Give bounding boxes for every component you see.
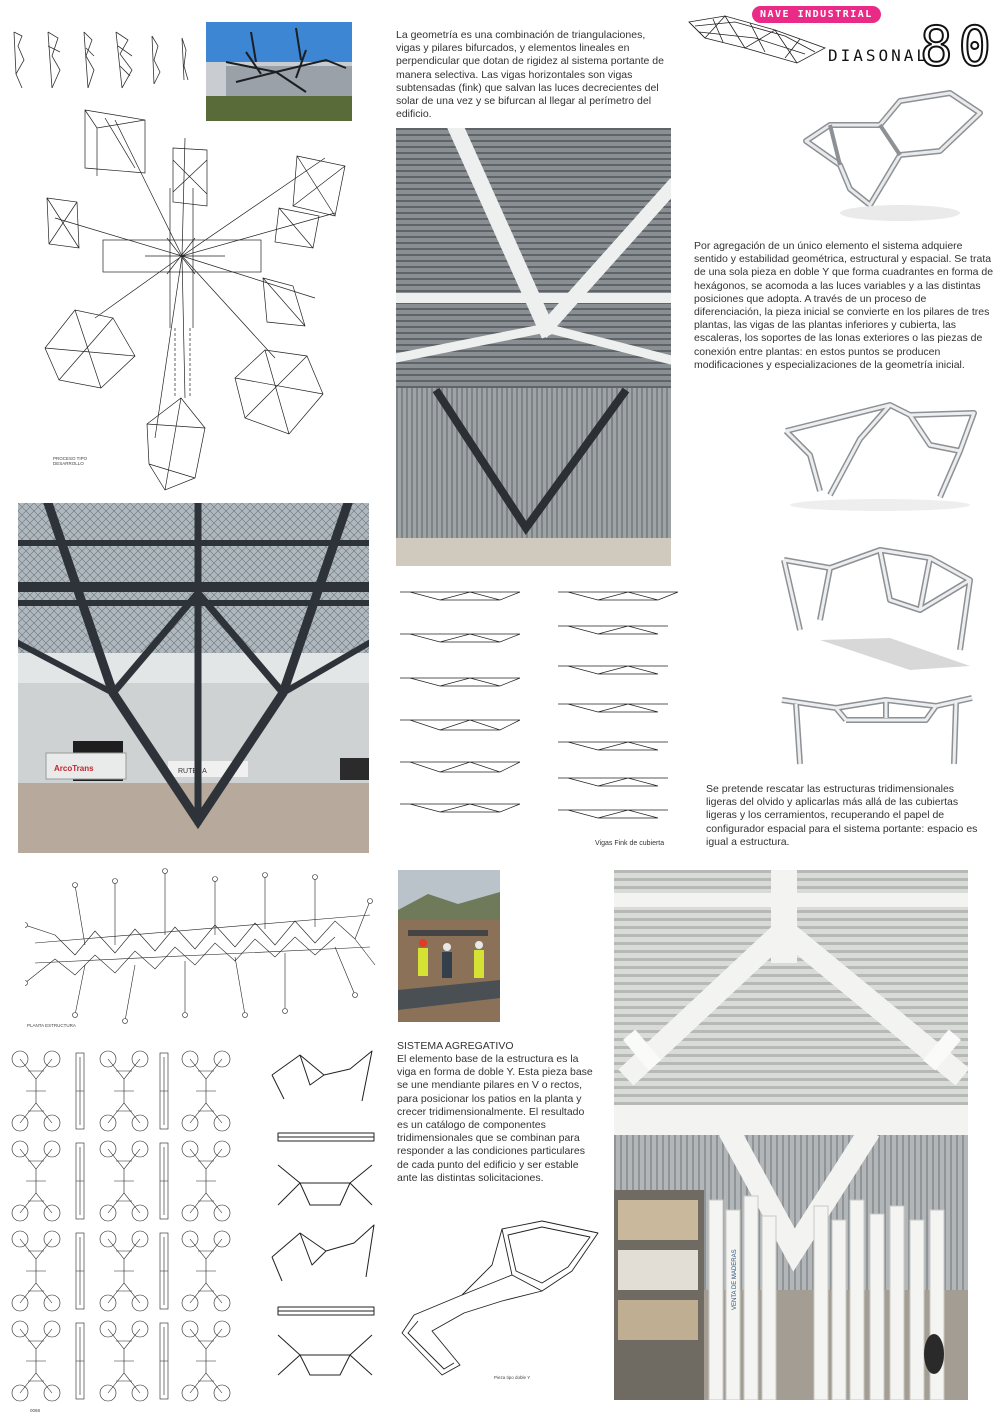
interior-roof-photo: [396, 128, 671, 566]
truck-brand-label: ArcoTrans: [54, 764, 94, 773]
rescue-paragraph: Se pretende rescatar las estructuras tridimensionales ligeras del olvido y aplicarlas más allá de las cubiertas ligeras y los cerramientos, recuperando el papel de configurador espacial para el sistema portante: espacio es igual a estructura.: [706, 783, 978, 848]
fink-caption: Vigas Fink de cubierta: [595, 840, 665, 847]
structure-plan-drawing: [25, 865, 380, 1035]
exploded-axonometric-drawing: [35, 98, 375, 498]
render-double-y-1: [800, 85, 990, 235]
render-frame-3: [770, 540, 985, 680]
exterior-structure-photo: [18, 503, 369, 853]
system-paragraph: El elemento base de la estructura es la viga en forma de doble Y. Esta pieza base se une mendiante pilares en V o rectos, para posicionar los patios en la planta y crecer tridimensionalmente. El resultado es un catálogo de componentes tridimensionales que se combinan para responder a las condiciones particulares de cada punto del edificio y ser estable ante las distintas solicitaciones.: [397, 1053, 593, 1184]
section-badge: NAVE INDUSTRIAL: [752, 6, 881, 23]
intro-paragraph: La geometría es una combinación de triangulaciones, vigas y pilares bifurcados, y elementos lineales en perpendicular que dotan de rigidez al sistema portante de manera selectiva. Las vigas horizontales son vigas subtensadas (fink) que salvan las luces decrecientes del solar de una vez y se bifurcan al llegar al perímetro del edificio.: [396, 29, 664, 121]
workers-photo: [398, 870, 500, 1022]
warehouse-interior-photo: [614, 870, 968, 1400]
aggregation-paragraph: Por agregación de un único elemento el sistema adquiere sentido y estabilidad geométrica, estructural y espacial. Se trata de una sola pieza en doble Y que forma cuadrantes en forma de hexágonos, se acomoda a las luces variables y a las distintas posiciones que adopta. A través de un proceso de diferenciación, la pieza inicial se convierte en los pilares de tres plantas, las vigas de las plantas inferiores y cubierta, las escaleras, los soportes de las lonas exteriores o las piezas de conexión entre plantas: en estos puntos se producen modificaciones y especializaciones de la geometría inicial.: [694, 240, 994, 371]
issue-number: 80: [920, 15, 998, 78]
roll-label: VENTA DE MADERAS: [732, 1249, 738, 1310]
fink-beam-drawings: [396, 580, 686, 830]
component-catalog-drawings: [10, 1045, 380, 1410]
system-title: SISTEMA AGREGATIVO: [397, 1040, 514, 1052]
plan-caption: PLANTA ESTRUCTURA: [27, 1023, 76, 1028]
trailer-label: RUTENA: [178, 768, 207, 775]
sequence-diagrams: [8, 26, 198, 96]
render-frame-4: [776, 690, 976, 770]
magazine-name: DIASONAL: [828, 46, 930, 65]
double-y-piece-drawing: [392, 1215, 607, 1390]
piece-caption: Pieza tipo doble Y: [494, 1375, 531, 1380]
page-number: 0068: [30, 1408, 41, 1413]
exploded-caption: PROCESO TIPO DESARROLLO: [53, 456, 88, 466]
render-frame-2: [760, 395, 990, 515]
